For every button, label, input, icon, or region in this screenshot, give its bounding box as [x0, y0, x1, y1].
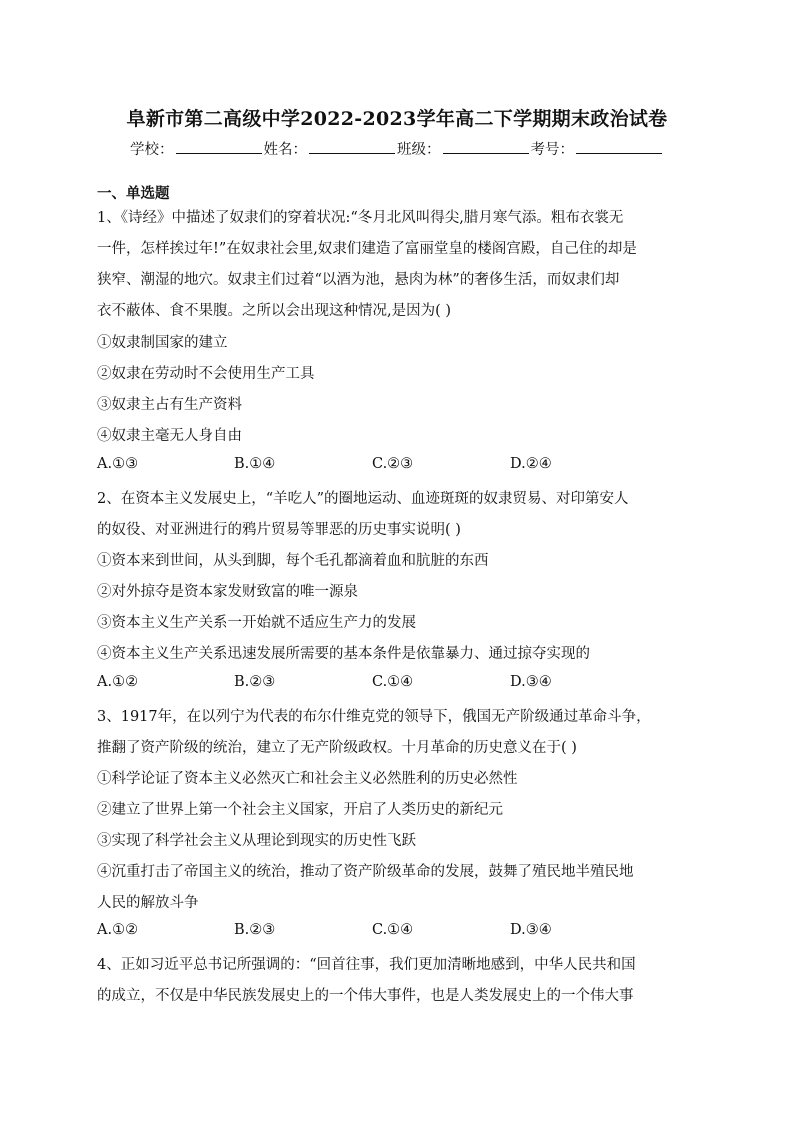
number-blank[interactable]	[576, 139, 662, 154]
name-blank[interactable]	[309, 139, 395, 154]
school-blank[interactable]	[176, 139, 262, 154]
q2-stem-line: 2、在资本主义发展史上，“羊吃人”的圈地运动、血迹斑斑的奴隶贸易、对印第安人	[97, 491, 629, 507]
q3-option-d[interactable]: D.③④	[510, 922, 552, 938]
q1-option-a[interactable]: A.①③	[97, 456, 139, 472]
q3-option-c[interactable]: C.①④	[372, 922, 414, 938]
q1-item: ④奴隶主毫无人身自由	[97, 428, 242, 444]
q3-item: ④沉重打击了帝国主义的统治，推动了资产阶级革命的发展，鼓舞了殖民地半殖民地	[97, 864, 634, 880]
q2-option-b[interactable]: B.②③	[234, 674, 276, 690]
q3-item: ①科学论证了资本主义必然灭亡和社会主义必然胜利的历史必然性	[97, 771, 518, 787]
class-blank[interactable]	[443, 139, 529, 154]
q1-option-d[interactable]: D.②④	[510, 456, 552, 472]
q1-item: ①奴隶制国家的建立	[97, 335, 228, 351]
q3-option-b[interactable]: B.②③	[234, 922, 276, 938]
q4-stem-line: 4、正如习近平总书记所强调的：“回首往事，我们更加清晰地感到，中华人民共和国	[97, 957, 636, 973]
q2-option-d[interactable]: D.③④	[510, 674, 552, 690]
q2-item: ④资本主义生产关系迅速发展所需要的基本条件是依靠暴力、通过掠夺实现的	[97, 646, 590, 662]
q3-item: ③实现了科学社会主义从理论到现实的历史性飞跃	[97, 833, 416, 849]
q2-item: ③资本主义生产关系一开始就不适应生产力的发展	[97, 615, 416, 631]
q1-option-c[interactable]: C.②③	[372, 456, 414, 472]
q2-item: ②对外掠夺是资本家发财致富的唯一源泉	[97, 584, 358, 600]
section-heading: 一、单选题	[97, 185, 170, 202]
q1-item: ③奴隶主占有生产资料	[97, 397, 242, 413]
q1-stem-line: 狭窄、潮湿的地穴。奴隶主们过着“以酒为池，悬肉为林”的奢侈生活，而奴隶们却	[97, 272, 620, 288]
q3-stem-line: 推翻了资产阶级的统治，建立了无产阶级政权。十月革命的历史意义在于( )	[97, 740, 577, 756]
q2-stem-line: 的奴役、对亚洲进行的鸦片贸易等罪恶的历史事实说明( )	[97, 522, 461, 538]
q1-item: ②奴隶在劳动时不会使用生产工具	[97, 366, 315, 382]
exam-title: 阜新市第二高级中学2022-2023学年高二下学期期末政治试卷	[126, 108, 668, 130]
q3-item-continued: 人民的解放斗争	[97, 895, 199, 911]
school-label: 学校：	[130, 142, 174, 158]
number-label: 考号：	[530, 142, 574, 158]
name-label: 姓名：	[263, 142, 307, 158]
q1-option-b[interactable]: B.①④	[234, 456, 276, 472]
class-label: 班级：	[397, 142, 441, 158]
q2-option-a[interactable]: A.①②	[97, 674, 139, 690]
q3-item: ②建立了世界上第一个社会主义国家，开启了人类历史的新纪元	[97, 802, 503, 818]
q3-stem-line: 3、1917年，在以列宁为代表的布尔什维克党的领导下，俄国无产阶级通过革命斗争，	[97, 709, 651, 725]
student-info-row	[0, 138, 794, 159]
q1-stem-line: 衣不蔽体、食不果腹。之所以会出现这种情况,是因为( )	[97, 303, 452, 319]
q1-stem-line: 1、《诗经》中描述了奴隶们的穿着状况:“冬月北风叫得尖,腊月寒气添。粗布衣裳无	[97, 210, 624, 226]
q3-option-a[interactable]: A.①②	[97, 922, 139, 938]
q2-option-c[interactable]: C.①④	[372, 674, 414, 690]
q1-stem-line: 一件，怎样挨过年!”在奴隶社会里,奴隶们建造了富丽堂皇的楼阁宫殿，自己住的却是	[97, 241, 637, 257]
q2-item: ①资本来到世间，从头到脚，每个毛孔都滴着血和肮脏的东西	[97, 553, 489, 569]
q4-stem-line: 的成立，不仅是中华民族发展史上的一个伟大事件，也是人类发展史上的一个伟大事	[97, 988, 634, 1004]
